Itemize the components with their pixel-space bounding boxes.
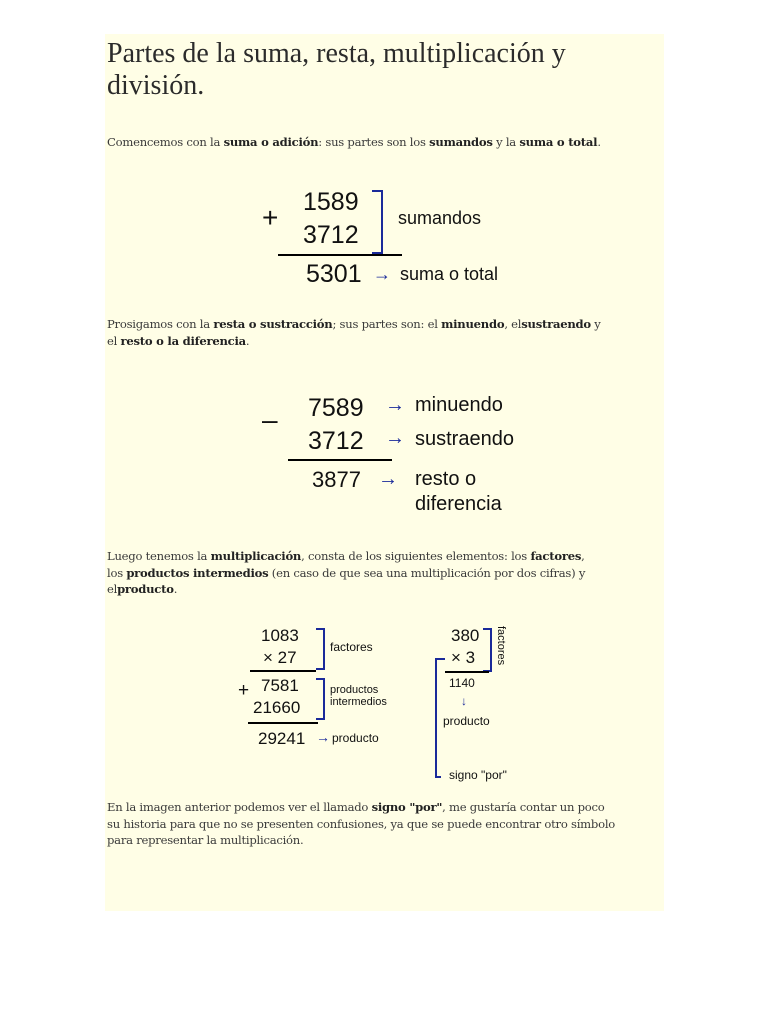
sumando-2: 3712 <box>303 221 359 249</box>
bold-term: sustraendo <box>521 317 591 331</box>
resto-value: 3877 <box>312 467 361 492</box>
producto-value: 1140 <box>449 676 475 690</box>
bold-term: minuendo <box>441 317 505 331</box>
resta-figure <box>230 364 550 534</box>
label-resto: resto o <box>415 468 477 490</box>
text: y la <box>492 135 520 149</box>
label-sumandos: sumandos <box>398 208 482 228</box>
text: Luego tenemos la <box>107 549 211 563</box>
label-diferencia: diferencia <box>415 493 502 515</box>
text: su historia para que no se presenten confusiones, ya que se puede encontrar otro símbolo <box>107 816 616 831</box>
factores-bracket <box>483 628 492 672</box>
paragraph-suma <box>107 134 659 151</box>
label-producto: producto <box>443 714 490 728</box>
bold-term: productos intermedios <box>126 565 269 580</box>
suma-total: 5301 <box>306 260 362 288</box>
signo-pointer-foot <box>435 776 441 778</box>
factores-bracket <box>316 628 325 670</box>
label-factores: factores <box>330 640 373 654</box>
arrow-down-icon: ↓ <box>461 694 467 708</box>
text: . <box>597 135 601 149</box>
bold-term: sumandos <box>429 135 493 149</box>
arrow-right-icon: → <box>385 394 405 416</box>
text: Comencemos con la <box>107 135 224 149</box>
plus-sign: + <box>262 202 279 233</box>
factor-1: 1083 <box>261 626 299 645</box>
suma-figure <box>230 174 530 294</box>
paragraph-multiplicacion <box>107 548 659 598</box>
text: , me gustaría contar un poco <box>442 800 605 814</box>
text: , el <box>504 317 522 331</box>
text: , <box>581 549 585 563</box>
text: y <box>590 317 601 331</box>
document-page <box>105 34 664 911</box>
minuendo-value: 7589 <box>308 394 364 422</box>
bold-term: factores <box>530 549 582 563</box>
multiplicacion-figure-1 <box>230 614 410 784</box>
page-title: Partes de la suma, resta, multiplicación y división. <box>107 38 566 101</box>
text: (en caso de que sea una multiplicación por dos cifras) y <box>268 565 586 580</box>
text: , consta de los siguientes elementos: los <box>301 549 531 563</box>
label-total: suma o total <box>400 264 499 284</box>
signo-pointer-tick <box>435 658 445 660</box>
label-intermedios: intermedios <box>330 696 387 708</box>
text: los <box>107 565 127 580</box>
factor-2: × 27 <box>263 648 297 667</box>
sumando-1: 1589 <box>303 188 359 216</box>
text: . <box>245 333 250 348</box>
arrow-right-icon: → <box>378 468 398 490</box>
mult-line-2 <box>248 722 318 724</box>
arrow-right-icon: → <box>373 264 391 284</box>
paragraph-signo-por <box>107 799 659 849</box>
arrow-right-icon: → <box>385 427 405 449</box>
text: : sus partes son los <box>318 135 430 149</box>
text: En la imagen anterior podemos ver el llamado <box>107 800 372 814</box>
label-producto: producto <box>332 731 379 745</box>
mult-line <box>445 671 489 673</box>
plus-sign: + <box>238 680 250 701</box>
producto-intermedio-1: 7581 <box>261 676 299 695</box>
factor-1: 380 <box>451 626 480 645</box>
paragraph-resta <box>107 316 659 349</box>
producto-intermedio-2: 21660 <box>253 698 301 717</box>
bold-term: resto o la diferencia <box>120 333 246 348</box>
producto-value: 29241 <box>258 729 306 748</box>
text: . <box>173 582 178 596</box>
sum-line <box>278 254 402 256</box>
label-factores-vertical: factores <box>495 626 507 666</box>
bold-term: signo "por" <box>371 800 443 814</box>
label-minuendo: minuendo <box>415 394 503 416</box>
minus-sign: – <box>262 404 278 435</box>
bold-term: suma o total <box>519 135 598 149</box>
label-signo-por: signo "por" <box>449 768 507 782</box>
text: para representar la multiplicación. <box>107 833 304 847</box>
label-sustraendo: sustraendo <box>415 428 514 450</box>
text: el <box>107 333 121 348</box>
bold-term: multiplicación <box>210 549 302 563</box>
bold-term: suma o adición <box>223 135 319 149</box>
multiplicacion-figure-2 <box>425 614 535 804</box>
difference-line <box>288 459 392 461</box>
bold-term: producto <box>117 582 174 596</box>
sumandos-bracket <box>372 190 383 254</box>
factor-2: × 3 <box>451 648 476 667</box>
productos-bracket <box>316 678 325 720</box>
mult-line-1 <box>250 670 316 672</box>
sustraendo-value: 3712 <box>308 427 364 455</box>
bold-term: resta o sustracción <box>213 317 333 331</box>
signo-pointer-line <box>435 658 437 776</box>
text: Prosigamos con la <box>107 317 214 331</box>
arrow-right-icon: → <box>316 729 330 745</box>
text: el <box>107 582 118 596</box>
label-productos: productos <box>330 684 379 696</box>
text: ; sus partes son: el <box>332 317 442 331</box>
